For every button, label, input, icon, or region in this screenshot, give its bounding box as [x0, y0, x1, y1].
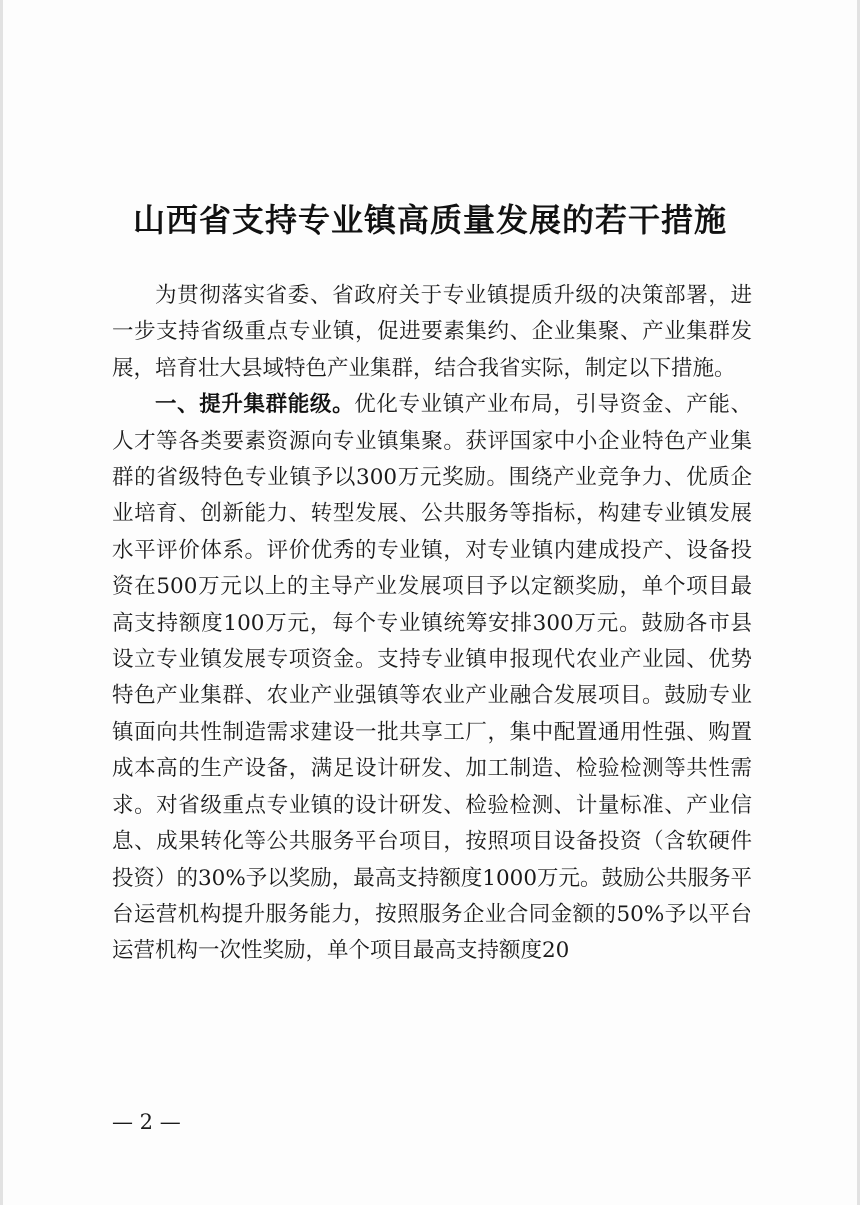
document-body [112, 278, 752, 970]
section-1-text: 优化专业镇产业布局，引导资金、产能、人才等各类要素资源向专业镇集聚。获评国家中小企业特色产业集群的省级特色专业镇予以300万元奖励。围绕产业竞争力、优质企业培育、创新能力、转型发展、公共服务等指标，构建专业镇发展水平评价体系。评价优秀的专业镇，对专业镇内建成投产、设备投资在500万元以上的主导产业发展项目予以定额奖励，单个项目最高支持额度100万元，每个专业镇统筹安排300万元。鼓励各市县设立专业镇发展专项资金。支持专业镇申报现代农业产业园、优势特色产业集群、农业产业强镇等农业产业融合发展项目。鼓励专业镇面向共性制造需求建设一批共享工厂，集中配置通用性强、购置成本高的生产设备，满足设计研发、加工制造、检验检测等共性需求。对省级重点专业镇的设计研发、检验检测、计量标准、产业信息、成果转化等公共服务平台项目，按照项目设备投资（含软硬件投资）的30%予以奖励，最高支持额度1000万元。鼓励公共服务平台运营机构提升服务能力，按照服务企业合同金额的50%予以平台运营机构一次性奖励，单个项目最高支持额度20 [112, 392, 753, 964]
scan-edge-left [0, 0, 3, 1205]
section-1-paragraph [112, 387, 752, 970]
page-number: — 2 — [112, 1110, 181, 1134]
document-title: 山西省支持专业镇高质量发展的若干措施 [132, 201, 727, 239]
section-1-heading: 一、提升集群能级。 [155, 392, 355, 418]
intro-paragraph: 为贯彻落实省委、省政府关于专业镇提质升级的决策部署，进一步支持省级重点专业镇，促进要素集约、企业集聚、产业集群发展，培育壮大县域特色产业集群，结合我省实际，制定以下措施。 [112, 283, 752, 381]
